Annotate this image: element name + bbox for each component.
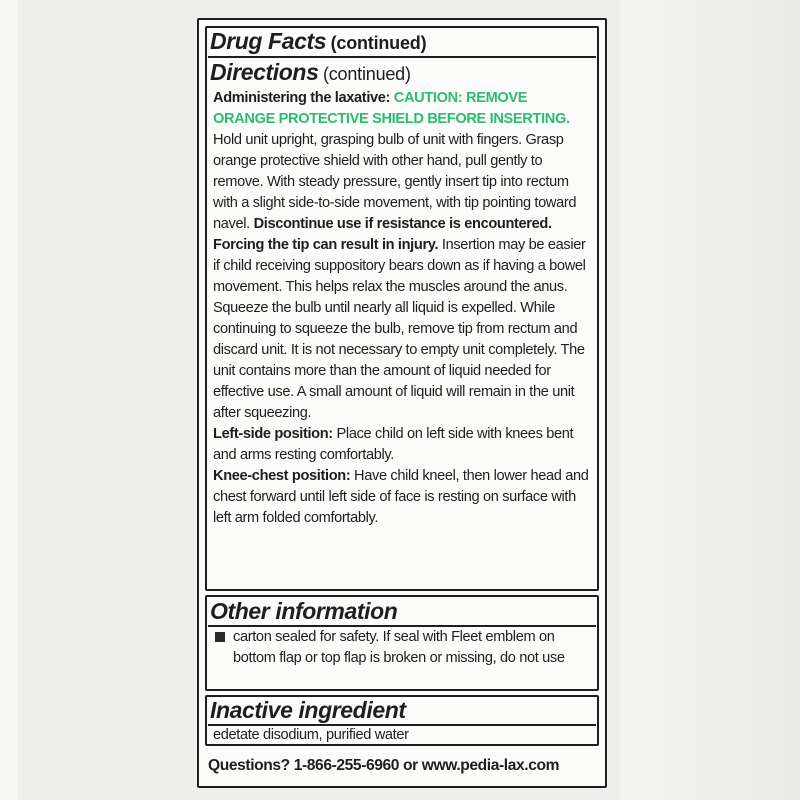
caution-text: CAUTION: REMOVE ORANGE PROTECTIVE SHIELD BEFORE INSERTING. xyxy=(213,90,570,127)
left-side-text: Place child on left side with knees bent and arms resting comfortably. xyxy=(213,426,574,463)
directions-title-suffix: (continued) xyxy=(322,64,411,84)
directions-body xyxy=(210,88,594,529)
other-information-box xyxy=(205,595,599,691)
inactive-ingredient-title: Inactive ingredient xyxy=(210,697,406,723)
right-background xyxy=(620,0,800,800)
drug-facts-title: Drug Facts xyxy=(210,28,327,54)
square-bullet-icon xyxy=(215,632,225,642)
admin-label: Administering the laxative: xyxy=(213,90,391,106)
other-information-title: Other information xyxy=(210,598,398,624)
inactive-ingredient-text: edetate disodium, purified water xyxy=(213,727,409,743)
directions-title: Directions xyxy=(210,59,319,85)
knee-chest-text: Have child kneel, then lower head and chest forward until left side of face is resting on surface with left arm folded comfortably. xyxy=(213,468,589,526)
directions-para1: Hold unit upright, grasping bulb of unit with fingers. Grasp orange protective shield with other hand, pull gently to remove. With steady pressure, gently insert tip into rectum with a slight side-to-side movement, with tip pointing toward navel. xyxy=(213,132,577,232)
drug-facts-panel xyxy=(197,18,607,788)
directions-header xyxy=(210,60,594,88)
resistance-warning: Discontinue use if resistance is encountered. Forcing the tip can result in injury. xyxy=(213,216,552,253)
other-information-bullet xyxy=(210,627,594,669)
questions-text: Questions? 1-866-255-6960 or www.pedia-lax.com xyxy=(208,757,560,774)
other-information-text: carton sealed for safety. If seal with Fleet emblem on bottom flap or top flap is broken or missing, do not use xyxy=(233,629,565,666)
left-background xyxy=(0,0,18,800)
header-divider xyxy=(208,56,596,58)
directions-box xyxy=(205,26,599,591)
left-side-label: Left-side position: xyxy=(213,426,333,442)
directions-para2: Insertion may be easier if child receiving suppository bears down as if having a bowel movement. This helps relax the muscles around the anus. Squeeze the bulb until nearly all liquid is expelled. While continuing to squeeze the bulb, remove tip from rectum and discard unit. It is not necessary to empty unit completely. The unit contains more than the amount of liquid needed for effective use. A small amount of liquid will remain in the unit after squeezing. xyxy=(213,237,586,421)
drug-facts-header xyxy=(210,28,594,54)
knee-chest-label: Knee-chest position: xyxy=(213,468,351,484)
questions-footer xyxy=(205,748,599,784)
drug-facts-title-suffix: (continued) xyxy=(330,33,427,53)
inactive-ingredient-box xyxy=(205,695,599,746)
